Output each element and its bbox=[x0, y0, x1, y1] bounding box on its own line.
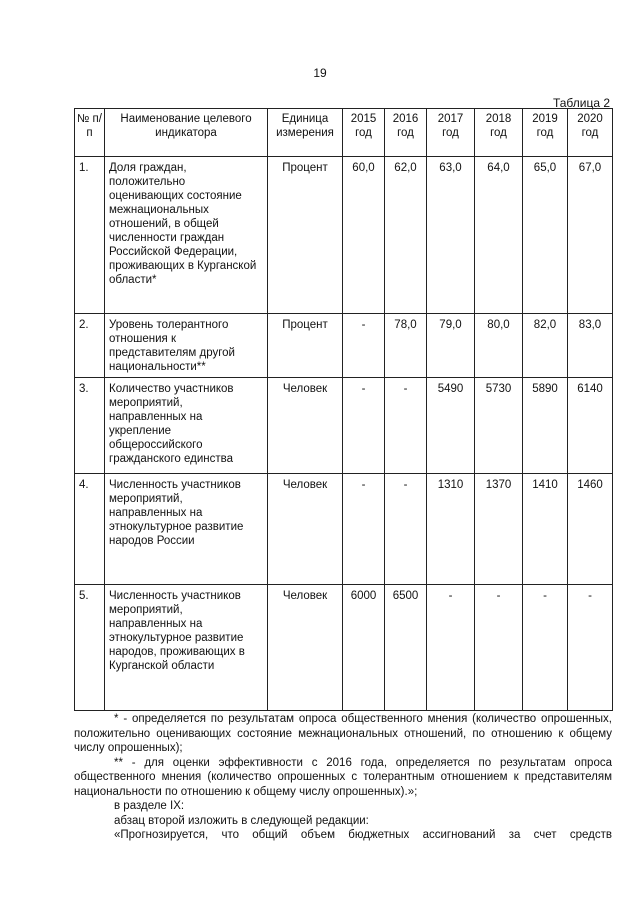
row-num: 2. bbox=[75, 314, 105, 378]
row-num: 4. bbox=[75, 474, 105, 585]
notes-block bbox=[74, 712, 612, 843]
quote-start-line: «Прогнозируется, что общий объем бюджетных ассигнований за счет средств bbox=[114, 829, 612, 841]
row-indicator-name: Численность участников мероприятий, направленных на этнокультурное развитие народов, проживающих в Курганской области bbox=[105, 585, 268, 711]
table-row bbox=[75, 474, 613, 585]
row-value: 63,0 bbox=[427, 157, 475, 314]
row-value: - bbox=[523, 585, 568, 711]
row-indicator-name: Уровень толерантного отношения к представителям другой национальности** bbox=[105, 314, 268, 378]
row-value: 83,0 bbox=[568, 314, 613, 378]
row-value: - bbox=[343, 314, 385, 378]
row-value: 67,0 bbox=[568, 157, 613, 314]
table-row bbox=[75, 157, 613, 314]
header-year-2018: 2018 год bbox=[475, 109, 523, 157]
row-value: 1310 bbox=[427, 474, 475, 585]
row-value: 1410 bbox=[523, 474, 568, 585]
row-value: 65,0 bbox=[523, 157, 568, 314]
header-year-2016: 2016 год bbox=[385, 109, 427, 157]
row-value: 82,0 bbox=[523, 314, 568, 378]
row-value: 79,0 bbox=[427, 314, 475, 378]
row-value: 60,0 bbox=[343, 157, 385, 314]
row-value: - bbox=[427, 585, 475, 711]
row-indicator-name: Доля граждан, положительно оценивающих состояние межнациональных отношений, в общей численности граждан Российской Федерации, проживающих в Курганской области* bbox=[105, 157, 268, 314]
row-value: 6140 bbox=[568, 378, 613, 474]
row-value: - bbox=[343, 378, 385, 474]
row-num: 1. bbox=[75, 157, 105, 314]
row-value: 6500 bbox=[385, 585, 427, 711]
header-unit: Единица измерения bbox=[268, 109, 343, 157]
row-value: - bbox=[343, 474, 385, 585]
row-num: 3. bbox=[75, 378, 105, 474]
row-value: 80,0 bbox=[475, 314, 523, 378]
section-line: в разделе IX: bbox=[114, 800, 185, 812]
row-value: 1460 bbox=[568, 474, 613, 585]
row-value: 62,0 bbox=[385, 157, 427, 314]
header-num: № п/п bbox=[75, 109, 105, 157]
table-row bbox=[75, 314, 613, 378]
row-unit: Процент bbox=[268, 157, 343, 314]
row-value: 64,0 bbox=[475, 157, 523, 314]
row-value: 5730 bbox=[475, 378, 523, 474]
row-value: 5490 bbox=[427, 378, 475, 474]
row-unit: Человек bbox=[268, 378, 343, 474]
header-year-2020: 2020 год bbox=[568, 109, 613, 157]
table-row bbox=[75, 378, 613, 474]
footnote-1: * - определяется по результатам опроса общественного мнения (количество опрошенных, положительно оценивающих состояние межнациональных отношений, по отношению к общему числу опрошенных); bbox=[74, 713, 612, 754]
row-value: - bbox=[475, 585, 523, 711]
row-unit: Человек bbox=[268, 474, 343, 585]
row-value: 5890 bbox=[523, 378, 568, 474]
header-name: Наименование целевого индикатора bbox=[105, 109, 268, 157]
table-header-row bbox=[75, 109, 613, 157]
table-caption: Таблица 2 bbox=[552, 96, 610, 110]
row-value: 1370 bbox=[475, 474, 523, 585]
footnote-2: ** - для оценки эффективности с 2016 года, определяется по результатам опроса общественного мнения (количество опрошенных с толерантным отношением к представителям национальности по отношению к общему числу опрошенных).»; bbox=[74, 756, 612, 798]
indicators-table bbox=[74, 108, 613, 711]
page-number: 19 bbox=[313, 66, 327, 80]
row-value: 6000 bbox=[343, 585, 385, 711]
row-value: - bbox=[385, 378, 427, 474]
table-row bbox=[75, 585, 613, 711]
row-unit: Человек bbox=[268, 585, 343, 711]
paragraph-line: абзац второй изложить в следующей редакции: bbox=[114, 814, 369, 827]
header-year-2015: 2015 год bbox=[343, 109, 385, 157]
row-indicator-name: Численность участников мероприятий, направленных на этнокультурное развитие народов России bbox=[105, 474, 268, 585]
row-unit: Процент bbox=[268, 314, 343, 378]
row-value: 78,0 bbox=[385, 314, 427, 378]
row-indicator-name: Количество участников мероприятий, направленных на укрепление общероссийского гражданского единства bbox=[105, 378, 268, 474]
header-year-2017: 2017 год bbox=[427, 109, 475, 157]
row-value: - bbox=[568, 585, 613, 711]
header-year-2019: 2019 год bbox=[523, 109, 568, 157]
row-num: 5. bbox=[75, 585, 105, 711]
row-value: - bbox=[385, 474, 427, 585]
